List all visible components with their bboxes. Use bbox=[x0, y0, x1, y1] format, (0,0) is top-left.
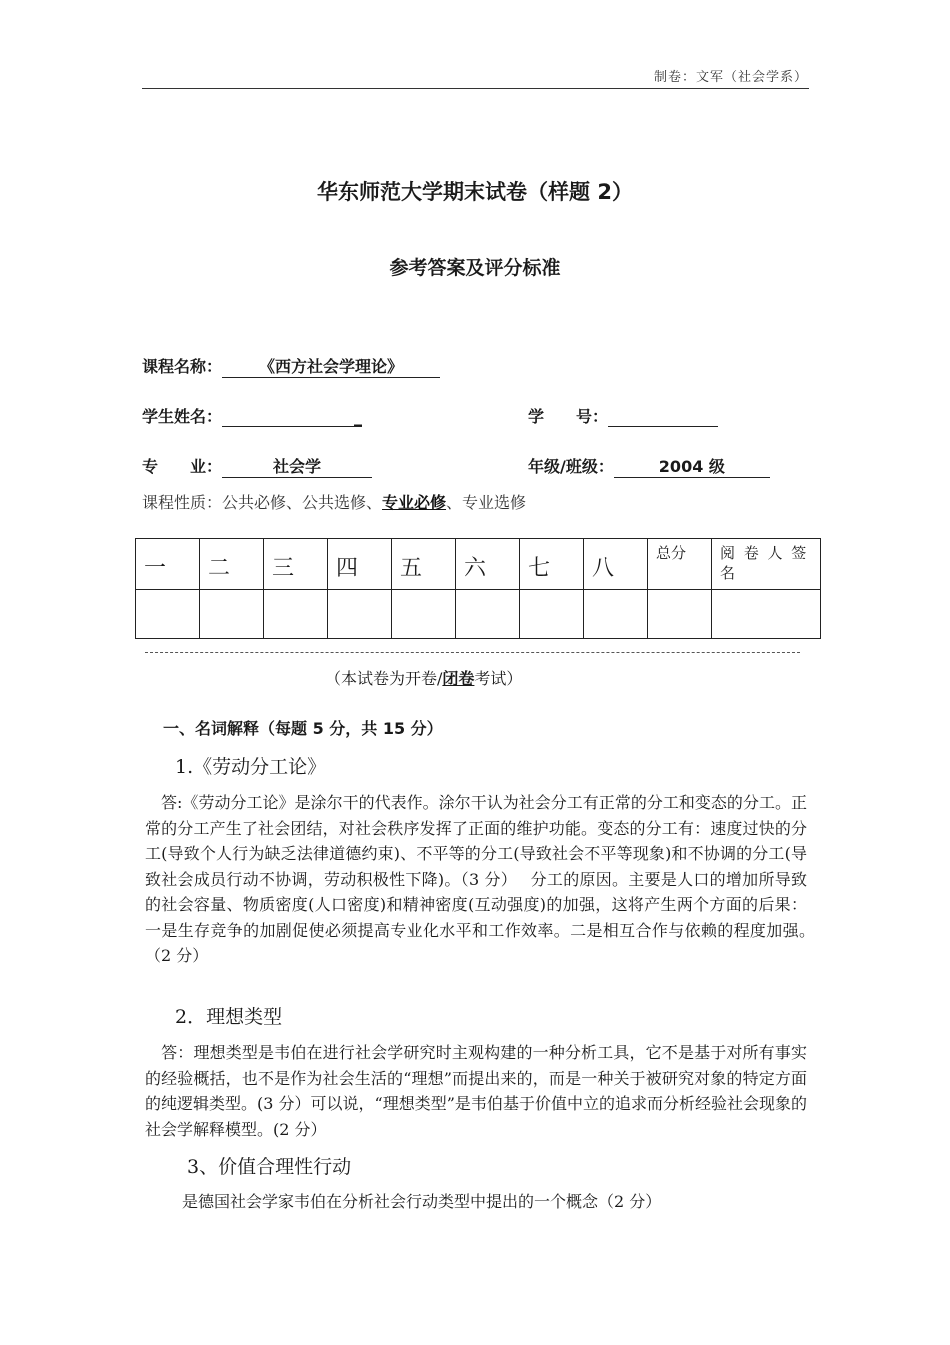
score-table-body-row bbox=[136, 590, 821, 639]
header-maker: 制卷：文军（社会学系） bbox=[653, 70, 808, 85]
course-nature-label: 课程性质： bbox=[142, 493, 223, 512]
term-answer-2: 答：理想类型是韦伯在进行社会学研究时主观构建的一种分析工具，它不是基于对所有事实的经验概括，也不是作为社会生活的“理想”而提出来的，而是一种关于被研究对象的特定方面的纯逻辑类型。(3 分）可以说，“理想类型”是韦伯基于价值中立的追求而分析经验社会现象的社会学解释模型。(2 分） bbox=[145, 1043, 807, 1139]
term-heading-2: 2．理想类型 bbox=[175, 1006, 283, 1028]
score-header-cell: 四 bbox=[328, 539, 392, 590]
score-cell[interactable] bbox=[136, 590, 200, 639]
score-cell[interactable] bbox=[328, 590, 392, 639]
major-value: 社会学 bbox=[222, 454, 372, 478]
term-answer-3: 是德国社会学家韦伯在分析社会行动类型中提出的一个概念（2 分） bbox=[182, 1192, 662, 1211]
header-divider bbox=[142, 88, 809, 89]
course-nature-options: 公共必修、公共选修、 bbox=[222, 493, 383, 512]
course-nature-selected: 专业必修 bbox=[382, 493, 447, 512]
exam-type-prefix: （本试卷为开卷/ bbox=[325, 669, 443, 688]
grade-field bbox=[528, 454, 770, 478]
score-header-cell: 五 bbox=[392, 539, 456, 590]
major-label: 专 业： bbox=[142, 457, 223, 476]
score-cell[interactable] bbox=[456, 590, 520, 639]
score-header-cell: 一 bbox=[136, 539, 200, 590]
term-answer-1: 答:《劳动分工论》是涂尔干的代表作。涂尔干认为社会分工有正常的分工和变态的分工。正常的分工产生了社会团结，对社会秩序发挥了正面的维护功能。变态的分工有：速度过快的分工(导致个人行为缺乏法律道德约束)、不平等的分工(导致社会不平等现象)和不协调的分工(导致社会成员行动不协调，劳动积极性下降)。（3 分） 分工的原因。主要是人口的增加所导致的社会容量、物质密度(人口密度)和精神密度(互动强度)的加强，这将产生两个方面的后果：一是生存竞争的加剧促使必须提高专业化水平和工作效率。二是相互合作与依赖的程度加强。 （2 分） bbox=[145, 793, 824, 965]
score-cell[interactable] bbox=[392, 590, 456, 639]
cut-line bbox=[145, 652, 800, 653]
exam-type-suffix: 考试） bbox=[474, 669, 523, 688]
page-subtitle: 参考答案及评分标准 bbox=[389, 257, 561, 279]
score-header-cell: 七 bbox=[520, 539, 584, 590]
score-cell-total[interactable] bbox=[648, 590, 712, 639]
course-field bbox=[142, 354, 440, 378]
score-cell[interactable] bbox=[520, 590, 584, 639]
grade-label: 年级/班级： bbox=[528, 457, 614, 476]
score-table bbox=[135, 538, 821, 639]
page-title: 华东师范大学期末试卷（样题 2） bbox=[317, 180, 633, 204]
section-title: 一、名词解释（每题 5 分，共 15 分） bbox=[163, 719, 443, 738]
student-label: 学生姓名： bbox=[142, 407, 223, 426]
id-field bbox=[528, 404, 718, 427]
score-header-cell: 三 bbox=[264, 539, 328, 590]
course-nature bbox=[142, 490, 526, 513]
id-value[interactable] bbox=[608, 408, 718, 427]
score-cell[interactable] bbox=[264, 590, 328, 639]
course-nature-option-last: 、专业选修 bbox=[446, 493, 527, 512]
score-header-cell: 二 bbox=[200, 539, 264, 590]
score-header-cell: 八 bbox=[584, 539, 648, 590]
score-cell-grader[interactable] bbox=[712, 590, 821, 639]
score-table-header-row bbox=[136, 539, 821, 590]
exam-type-selected: 闭卷 bbox=[442, 669, 475, 688]
course-value: 《西方社会学理论》 bbox=[222, 354, 440, 378]
course-label: 课程名称： bbox=[142, 357, 223, 376]
exam-type bbox=[325, 666, 522, 689]
score-header-total: 总分 bbox=[648, 539, 712, 590]
student-value[interactable]: _ bbox=[222, 407, 362, 427]
term-heading-1: 1.《劳动分工论》 bbox=[175, 756, 327, 778]
student-field bbox=[142, 404, 362, 427]
grade-value: 2004 级 bbox=[614, 454, 770, 478]
score-cell[interactable] bbox=[200, 590, 264, 639]
score-cell[interactable] bbox=[584, 590, 648, 639]
score-header-cell: 六 bbox=[456, 539, 520, 590]
score-header-grader: 阅 卷 人 签 名 bbox=[712, 539, 821, 590]
major-field bbox=[142, 454, 372, 478]
id-label: 学 号： bbox=[528, 407, 609, 426]
term-heading-3: 3、价值合理性行动 bbox=[187, 1156, 352, 1178]
